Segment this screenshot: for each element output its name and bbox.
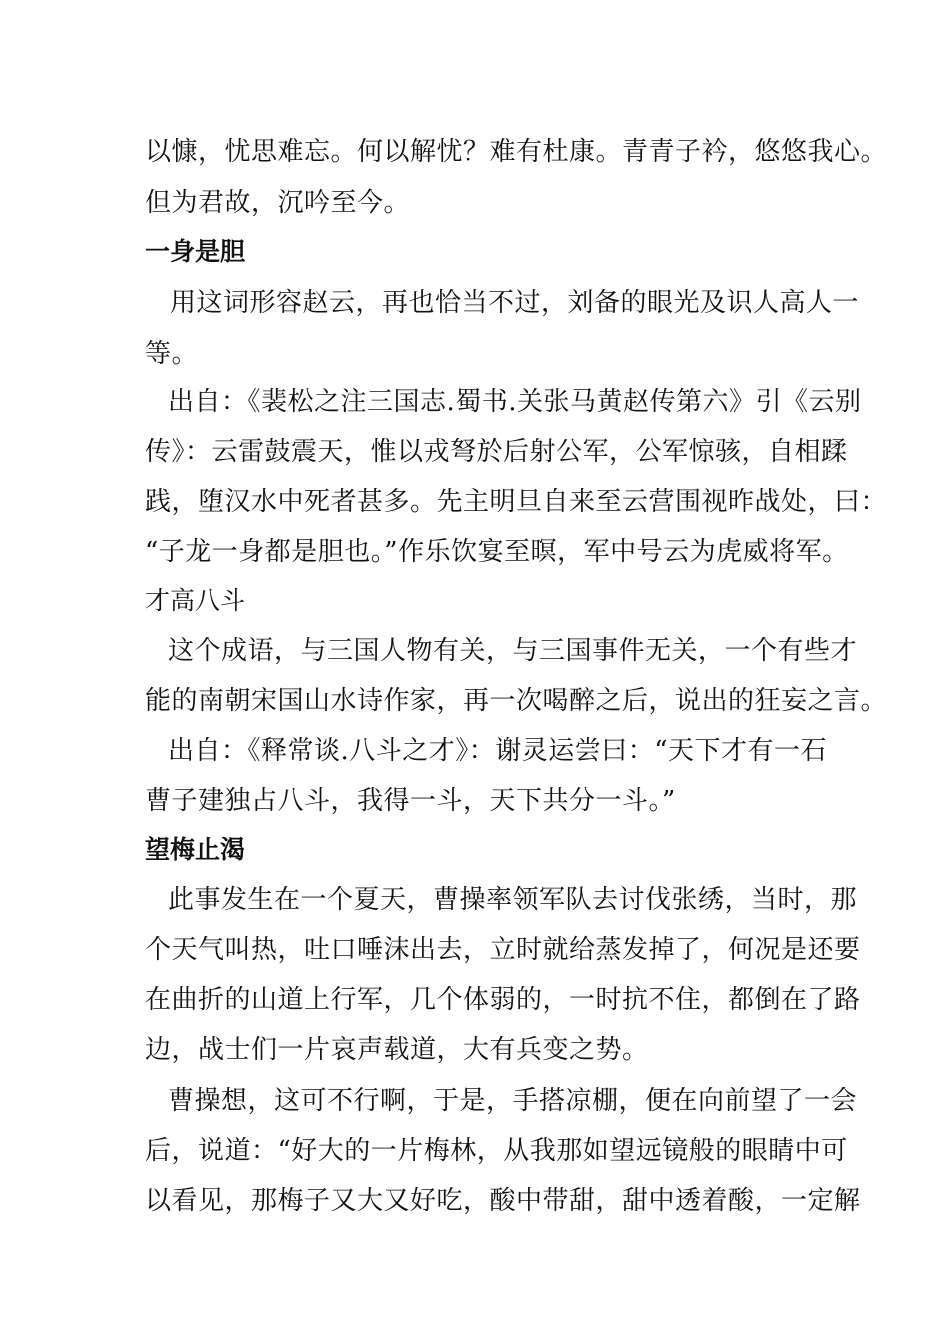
section-heading: 一身是胆 <box>145 237 246 266</box>
section-heading: 望梅止渴 <box>145 835 246 864</box>
text-line: 等。 <box>145 339 199 369</box>
text-line: 用这词形容赵云，再也恰当不过，刘备的眼光及识人高人一 <box>170 288 860 318</box>
text-line: 传》：云雷鼓震天，惟以戎弩於后射公军，公军惊骇，自相蹂 <box>145 437 848 467</box>
text-line: 曹操想，这可不行啊，于是，手搭凉棚，便在向前望了一会 <box>168 1086 858 1116</box>
text-line: 个天气叫热，吐口唾沫出去，立时就给蒸发掉了，何况是还要 <box>145 935 861 965</box>
text-line: 能的南朝宋国山水诗作家，再一次喝醉之后，说出的狂妄之言。 <box>145 686 888 716</box>
section-heading: 才高八斗 <box>145 586 246 615</box>
text-line: 在曲折的山道上行军，几个体弱的，一时抗不住，都倒在了路 <box>145 985 861 1015</box>
text-line: 践，堕汉水中死者甚多。先主明旦自来至云营围视昨战处，曰： <box>145 487 888 517</box>
text-line: 曹子建独占八斗，我得一斗，天下共分一斗。” <box>145 786 676 816</box>
text-line: 后，说道：“好大的一片梅林，从我那如望远镜般的眼睛中可 <box>145 1136 848 1166</box>
text-line: 但为君故，沉吟至今。 <box>145 188 411 218</box>
text-line: 以看见，那梅子又大又好吃，酸中带甜，甜中透着酸，一定解 <box>145 1186 861 1216</box>
text-line: “子龙一身都是胆也。”作乐饮宴至暝，军中号云为虎威将军。 <box>145 537 849 567</box>
text-line: 这个成语，与三国人物有关，与三国事件无关，一个有些才 <box>168 636 858 666</box>
text-line: 此事发生在一个夏天，曹操率领军队去讨伐张绣，当时，那 <box>168 885 858 915</box>
text-line: 出自：《裴松之注三国志.蜀书.关张马黄赵传第六》引《云别 <box>168 387 862 417</box>
text-line: 以慷，忧思难忘。何以解忧？难有杜康。青青子衿，悠悠我心。 <box>145 137 888 167</box>
text-line: 出自：《释常谈.八斗之才》：谢灵运尝曰：“天下才有一石 <box>168 736 828 766</box>
text-line: 边，战士们一片哀声载道，大有兵变之势。 <box>145 1035 649 1065</box>
